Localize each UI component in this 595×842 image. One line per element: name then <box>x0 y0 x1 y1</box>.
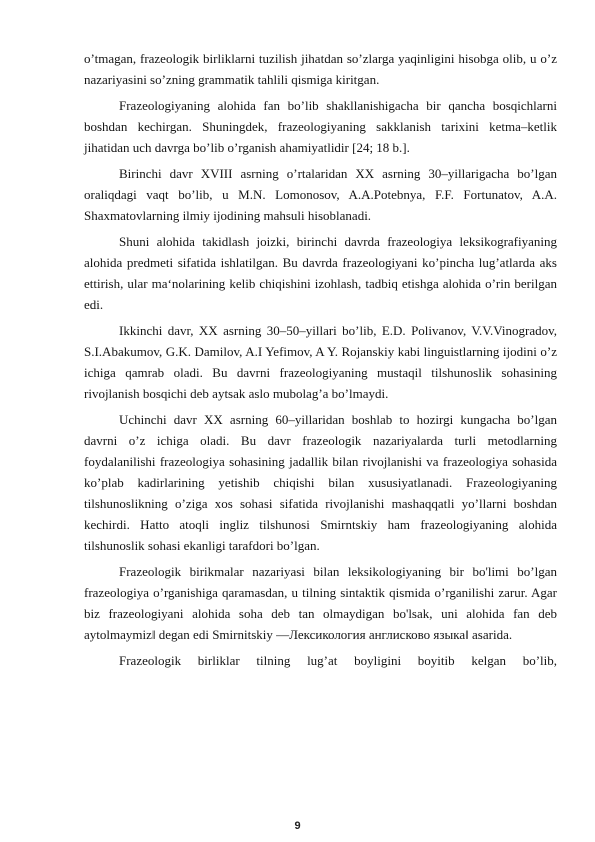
paragraph-first-period: Birinchi davr XVIII asrning o’rtalaridan XX asrning 30–yillarigacha bo’lgan oraliqdagi vaqt bo’lib, u M.N. Lomonosov, A.A.Potebnya, F.F. Fortunatov, A.A. Shaxmatovlarning ilmiy ijodining mahsuli hisoblanadi. <box>84 166 557 223</box>
paragraph-lexicography: Shuni alohida takidlash joizki, birinchi davrda frazeologiya leksikografiyaning alohida predmeti sifatida ishlatilgan. Bu davrda frazeologiyani ko’pincha lug’atlarda aks ettirish, ular ma‘nolarining kelib chiqishini izohlash, tadbiq etishga alohida o’rin berilgan edi. <box>84 234 557 312</box>
paragraph-continuation: o’tmagan, frazeologik birliklarni tuzilish jihatdan so’zlarga yaqinligini hisobga olib, u o’z nazariyasini so’zning grammatik tahlili qismiga kiritgan. <box>84 51 557 87</box>
paragraph-final-line: Frazeologik birliklar tilning lug’at boyligini boyitib kelgan bo’lib, <box>119 653 557 668</box>
paragraph-development-stages: Frazeologiyaning alohida fan bo’lib shakllanishigacha bir qancha bosqichlarni boshdan kechirgan. Shuningdek, frazeologiyaning sakklanish tarixini ketma–ketlik jihatidan uch davrga bo’lib o’rganish ahamiyatlidir [24; 18 b.]. <box>84 98 557 155</box>
paragraph-second-period: Ikkinchi davr, XX asrning 30–50–yillari bo’lib, E.D. Polivanov, V.V.Vinogradov, S.I.Abakumov, G.K. Damilov, A.I Yefimov, A Y. Rojanskiy kabi linguistlarning ijodini o’z ichiga qamrab oladi. Bu davrni frazeologiyaning mustaqil tilshunoslik sohasining rivojlanish bosqichi deb aytsak aslo mubolag’a bo’lmaydi. <box>84 323 557 401</box>
document-page <box>84 48 557 671</box>
page-number: 9 <box>294 820 301 832</box>
paragraph-third-period: Uchinchi davr XX asrning 60–yillaridan boshlab to hozirgi kungacha bo’lgan davrni o’z ichiga oladi. Bu davr frazeologik nazariyalarda turli metodlarning foydalanilishi frazeologiya sohasining jadallik bilan rivojlanishi va frazeologiya sohasida ko’plab kadirlarining yetishib chiqishi bilan xususiyatlanadi. Frazeologiyaning tilshunoslikning o’ziga xos sohasi sifatida rivojlanishi mashaqqatli yo’llarni boshdan kechirdi. Hatto atoqli ingliz tilshunosi Smirntskiy ham frazeologiyaning alohida tilshunoslik sohasi ekanligi tarafdori bo’lgan. <box>84 412 557 553</box>
paragraph-smirnitskiy: Frazeologik birikmalar nazariyasi bilan leksikologiyaning bir bo'limi bo’lgan frazeologiya o’rganishiga qaramasdan, u tilning sintaktik qismida o’rganilishi zarur. Agar biz frazeologiyani alohida soha deb tan olmaydigan bo'lsak, uni alohida fan deb aytolmaymiz‖ degan edi Smirnitskiy ―Лексикология англисково языка‖ asarida. <box>84 564 557 642</box>
